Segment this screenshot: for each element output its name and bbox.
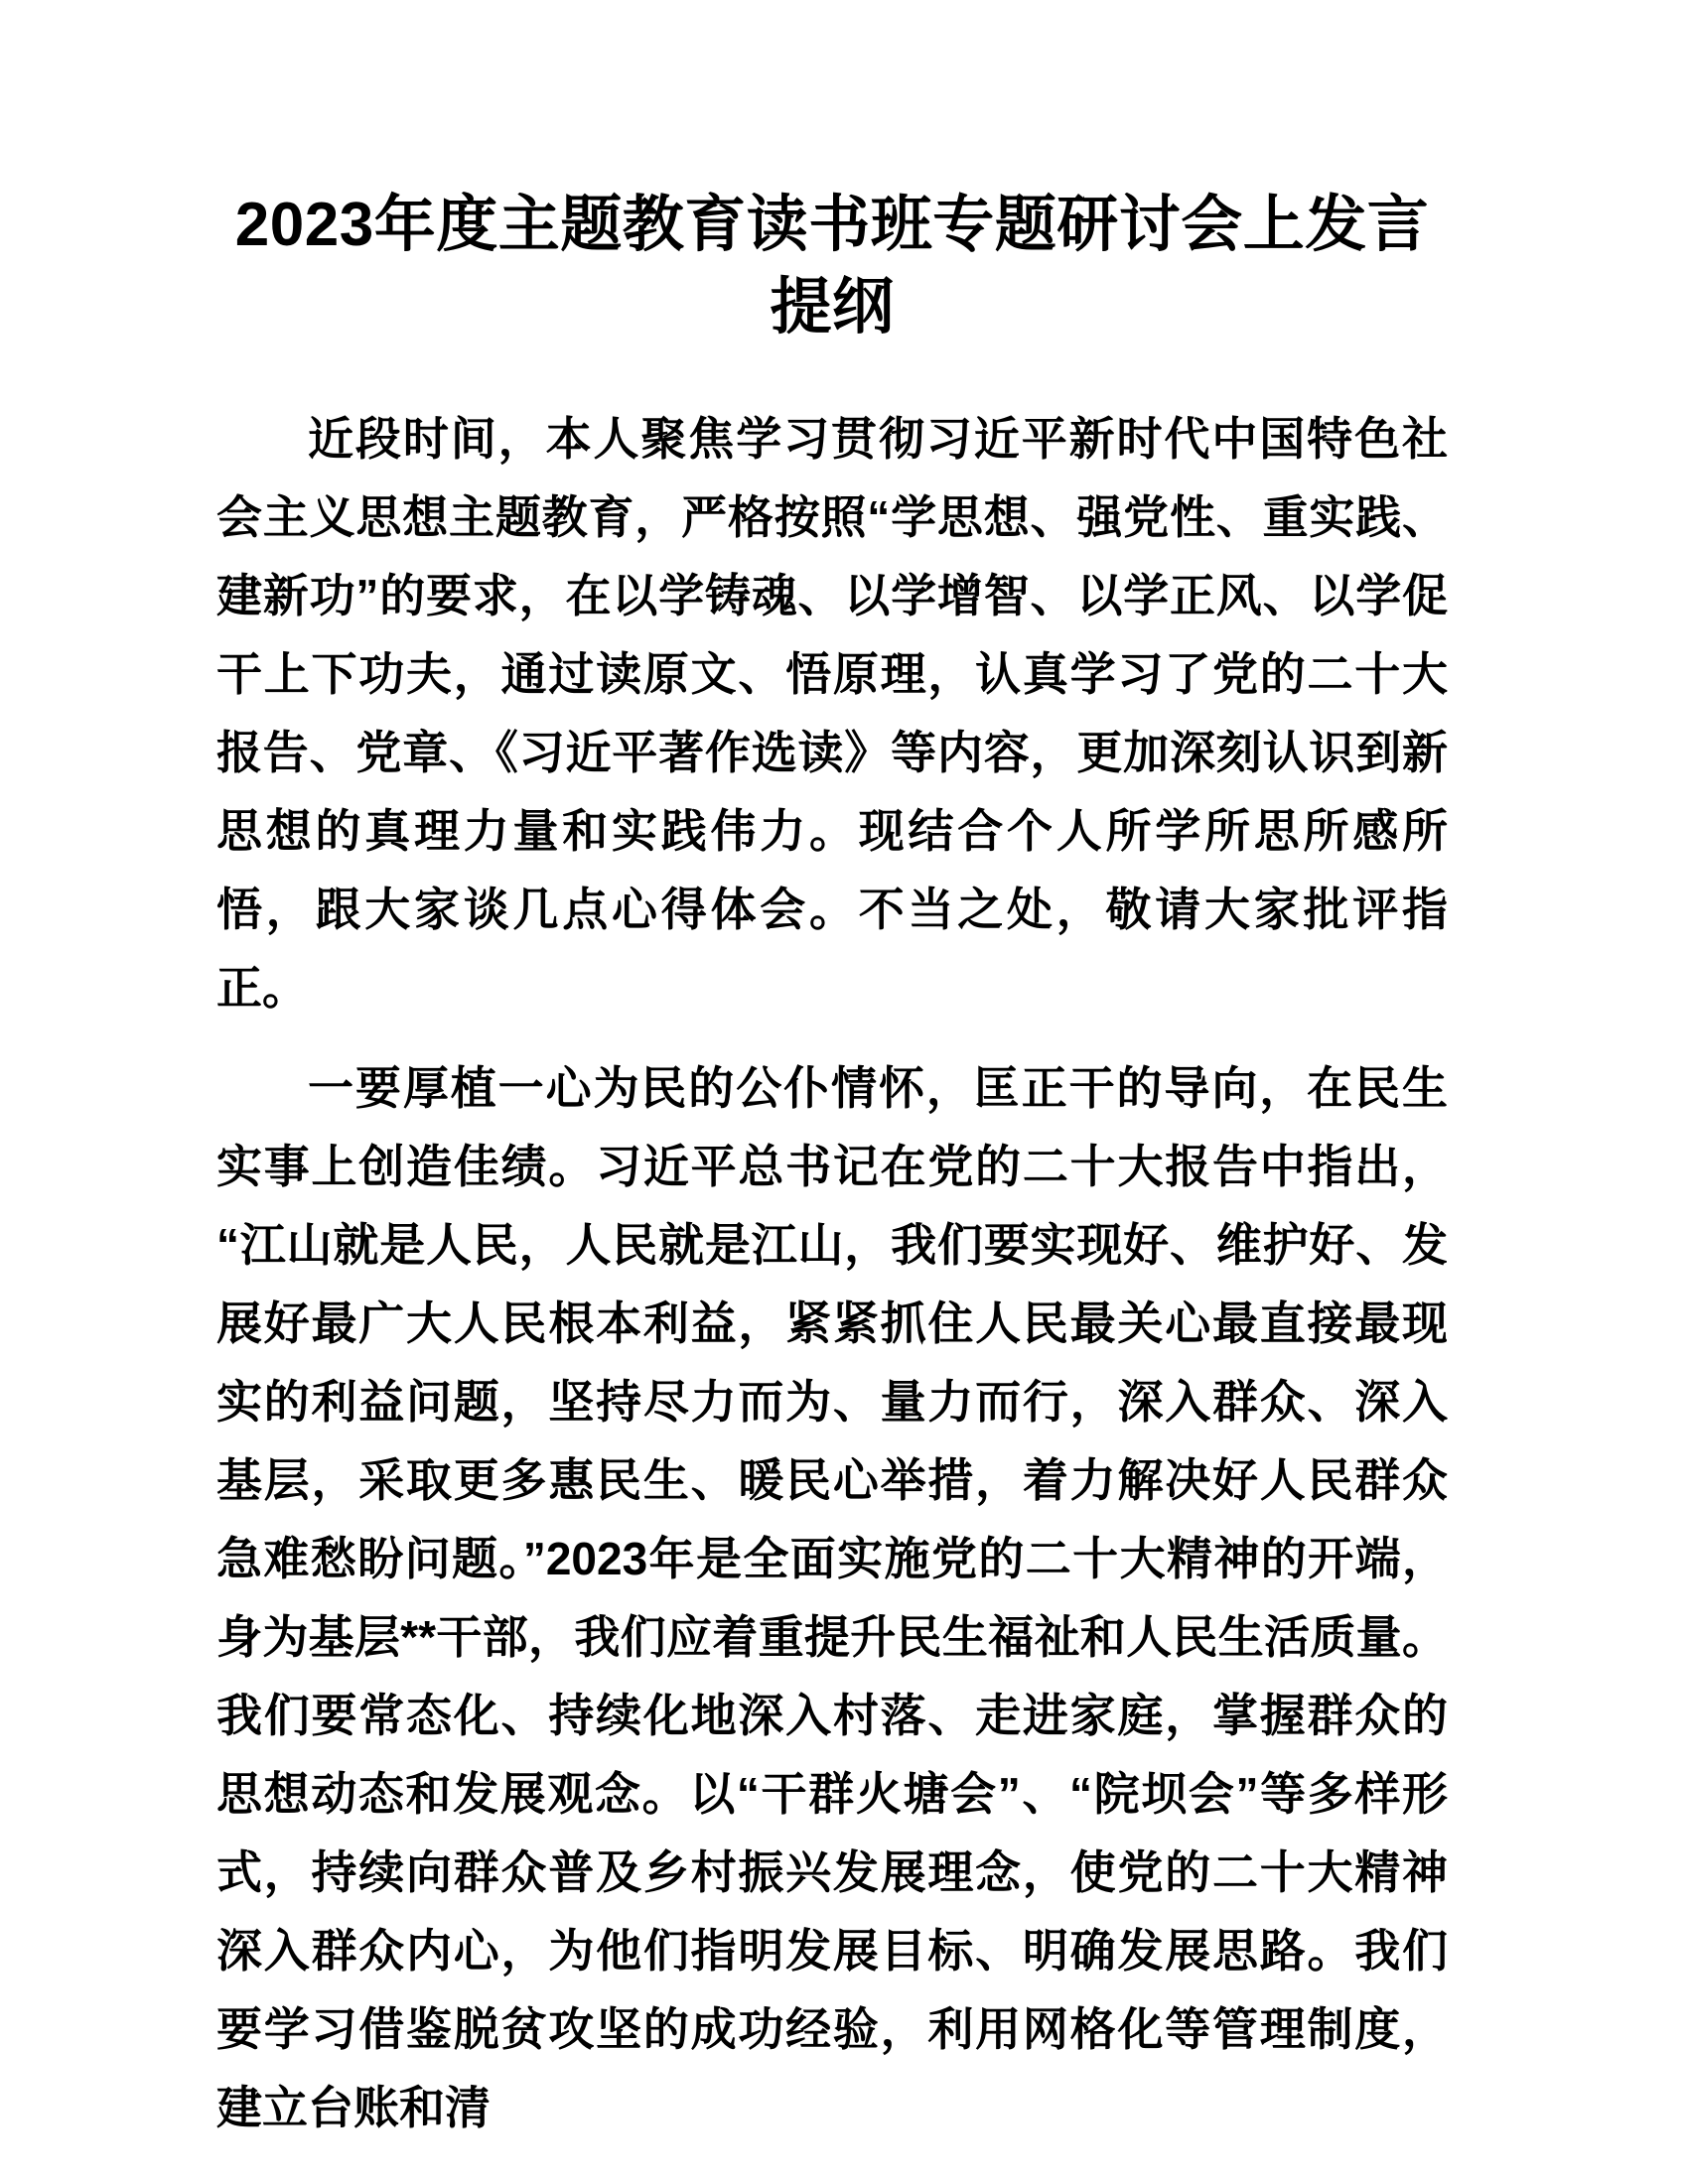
paragraph-point-one: 一要厚植一心为民的公仆情怀，匡正干的导向，在民生实事上创造佳绩。习近平总书记在党的二十大报告中指出，“江山就是人民，人民就是江山，我们要实现好、维护好、发展好最广大人民根本利益，紧紧抓住人民最关心最直接最现实的利益问题，坚持尽力而为、量力而行，深入群众、深入基层，采取更多惠民生、暖民心举措，着力解决好人民群众急难愁盼问题。”2023年是全面实施党的二十大精神的开端，身为基层**干部，我们应着重提升民生福祉和人民生活质量。我们要常态化、持续化地深入村落、走进家庭，掌握群众的思想动态和发展观念。以“干群火塘会”、“院坝会”等多样形式，持续向群众普及乡村振兴发展理念，使党的二十大精神深入群众内心，为他们指明发展目标、明确发展思路。我们要学习借鉴脱贫攻坚的成功经验，利用网格化等管理制度，建立台账和清: [216, 1062, 1449, 2134]
paragraph-intro: 近段时间，本人聚焦学习贯彻习近平新时代中国特色社会主义思想主题教育，严格按照“学思想、强党性、重实践、建新功”的要求，在以学铸魂、以学增智、以学正风、以学促干上下功夫，通过读原文、悟原理，认真学习了党的二十大报告、党章、《习近平著作选读》等内容，更加深刻认识到新思想的真理力量和实践伟力。现结合个人所学所思所感所悟，跟大家谈几点心得体会。不当之处，敬请大家批评指正。: [216, 413, 1448, 1015]
document-title: 2023年度主题教育读书班专题研讨会上发言提纲: [234, 191, 1430, 342]
document-content-column: [216, 0, 1448, 2147]
